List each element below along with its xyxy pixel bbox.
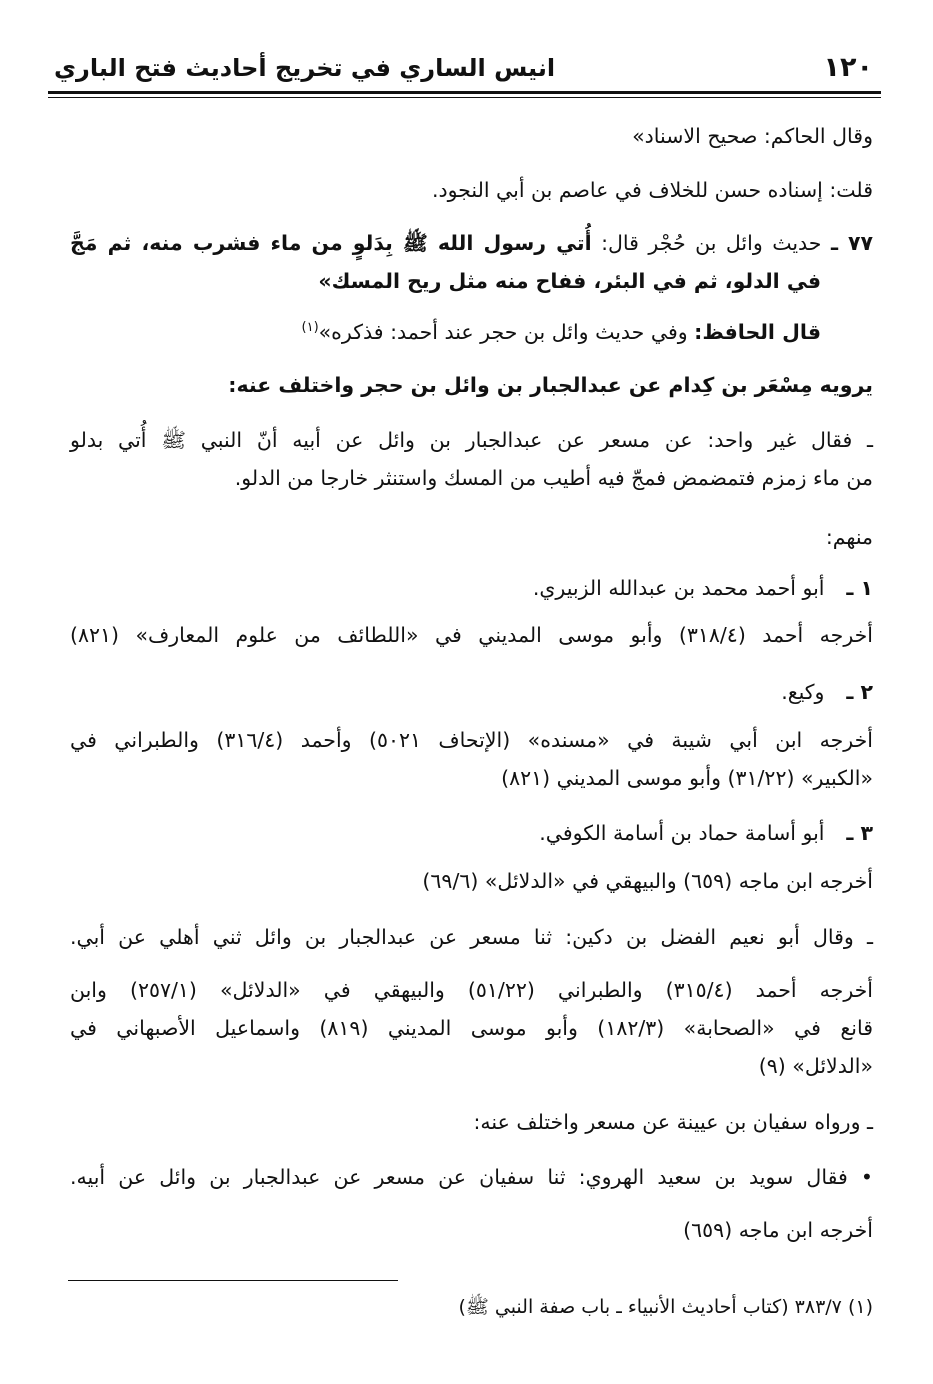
header-rule-thick [48, 91, 881, 94]
footnote-marker: (١) [847, 1296, 873, 1318]
page-number: ١٢٠ [823, 52, 873, 83]
narrator-name: أبو أحمد محمد بن عبدالله الزبيري. [532, 576, 825, 600]
narrator-item-1 [70, 573, 873, 603]
hafiz-label: قال الحافظ: [694, 319, 821, 344]
footnote-text: ٣٨٣/٧ (كتاب أحاديث الأنبياء ـ باب صفة النبي ﷺ) [458, 1296, 842, 1318]
narrator-item-3 [70, 818, 873, 848]
header-rule-thin [48, 97, 881, 98]
takhrij-line: قانع في «الصحابة» (١٨٢/٣) وأبو موسى المديني (٨١٩) واسماعيل الأصبهاني في [70, 1016, 874, 1040]
takhrij-line: «الكبير» (٣١/٢٢) وأبو موسى المديني (٨٢١) [501, 766, 873, 790]
hadith-text-continued: في الدلو، ثم في البئر، ففاح منه مثل ريح المسك» [318, 269, 821, 293]
takhrij-line: أخرجه ابن ماجه (٦٥٩) والبيهقي في «الدلائل» (٦٩/٦) [422, 869, 873, 893]
hadith-number: ٧٧ ـ [830, 231, 873, 255]
text-line: ـ فقال غير واحد: عن مسعر عن عبدالجبار بن وائل عن أبيه أنّ النبي ﷺ أُتي بدلو [70, 428, 873, 452]
hafiz-text: وفي حديث وائل بن حجر عند أحمد: فذكره» [318, 319, 688, 344]
item-number: ٣ ـ [846, 821, 873, 845]
text-line: وقال الحاكم: صحيح الاسناد» [632, 124, 873, 148]
takhrij-line: أخرجه أحمد (٣١٨/٤) وأبو موسى المديني في «اللطائف من علوم المعارف» (٨٢١) [70, 623, 873, 647]
item-number: ١ ـ [846, 576, 873, 600]
hadith-text: أُتي رسول الله ﷺ بِدَلوٍ من ماء فشرب منه، ثم مَجَّ [70, 231, 592, 255]
hadith-intro: حديث وائل بن حُجْر قال: [601, 231, 822, 255]
chain-heading: يرويه مِسْعَر بن كِدام عن عبدالجبار بن وائل بن حجر واختلف عنه: [228, 373, 873, 397]
hadith-77-line-1 [70, 228, 873, 258]
takhrij-line: «الدلائل» (٩) [758, 1054, 873, 1078]
text-line: ـ وقال أبو نعيم الفضل بن دكين: ثنا مسعر عن عبدالجبار بن وائل ثني أهلي عن أبي. [70, 925, 873, 949]
footnote-ref: (١) [301, 320, 319, 335]
item-number: ٢ ـ [846, 680, 873, 704]
narrator-name: وكيع. [781, 680, 825, 704]
narrator-name: أبو أسامة حماد بن أسامة الكوفي. [539, 821, 825, 845]
text-line: منهم: [825, 525, 873, 549]
takhrij-line: أخرجه أحمد (٣١٥/٤) والطبراني (٥١/٢٢) والبيهقي في «الدلائل» (٢٥٧/١) وابن [70, 978, 874, 1002]
footnote-separator [68, 1280, 398, 1281]
page-header [48, 50, 881, 92]
text-line: ـ ورواه سفيان بن عيينة عن مسعر واختلف عنه: [473, 1110, 873, 1134]
hafiz-remark [70, 313, 821, 347]
narrator-item-2 [70, 677, 873, 707]
text-line: قلت: إسناده حسن للخلاف في عاصم بن أبي النجود. [431, 178, 873, 202]
text-line: من ماء زمزم فتمضمض فمجّ فيه أطيب من المسك واستنثر خارجا من الدلو. [234, 466, 873, 490]
takhrij-line: أخرجه ابن ماجه (٦٥٩) [683, 1218, 873, 1242]
takhrij-line: أخرجه ابن أبي شيبة في «مسنده» (الإتحاف ٥٠٢١) وأحمد (٣١٦/٤) والطبراني في [70, 728, 873, 752]
footnote [300, 1293, 873, 1321]
text-line: • فقال سويد بن سعيد الهروي: ثنا سفيان عن مسعر عن عبدالجبار بن وائل عن أبيه. [70, 1165, 873, 1189]
running-title: انيس الساري في تخريج أحاديث فتح الباري [54, 54, 556, 82]
